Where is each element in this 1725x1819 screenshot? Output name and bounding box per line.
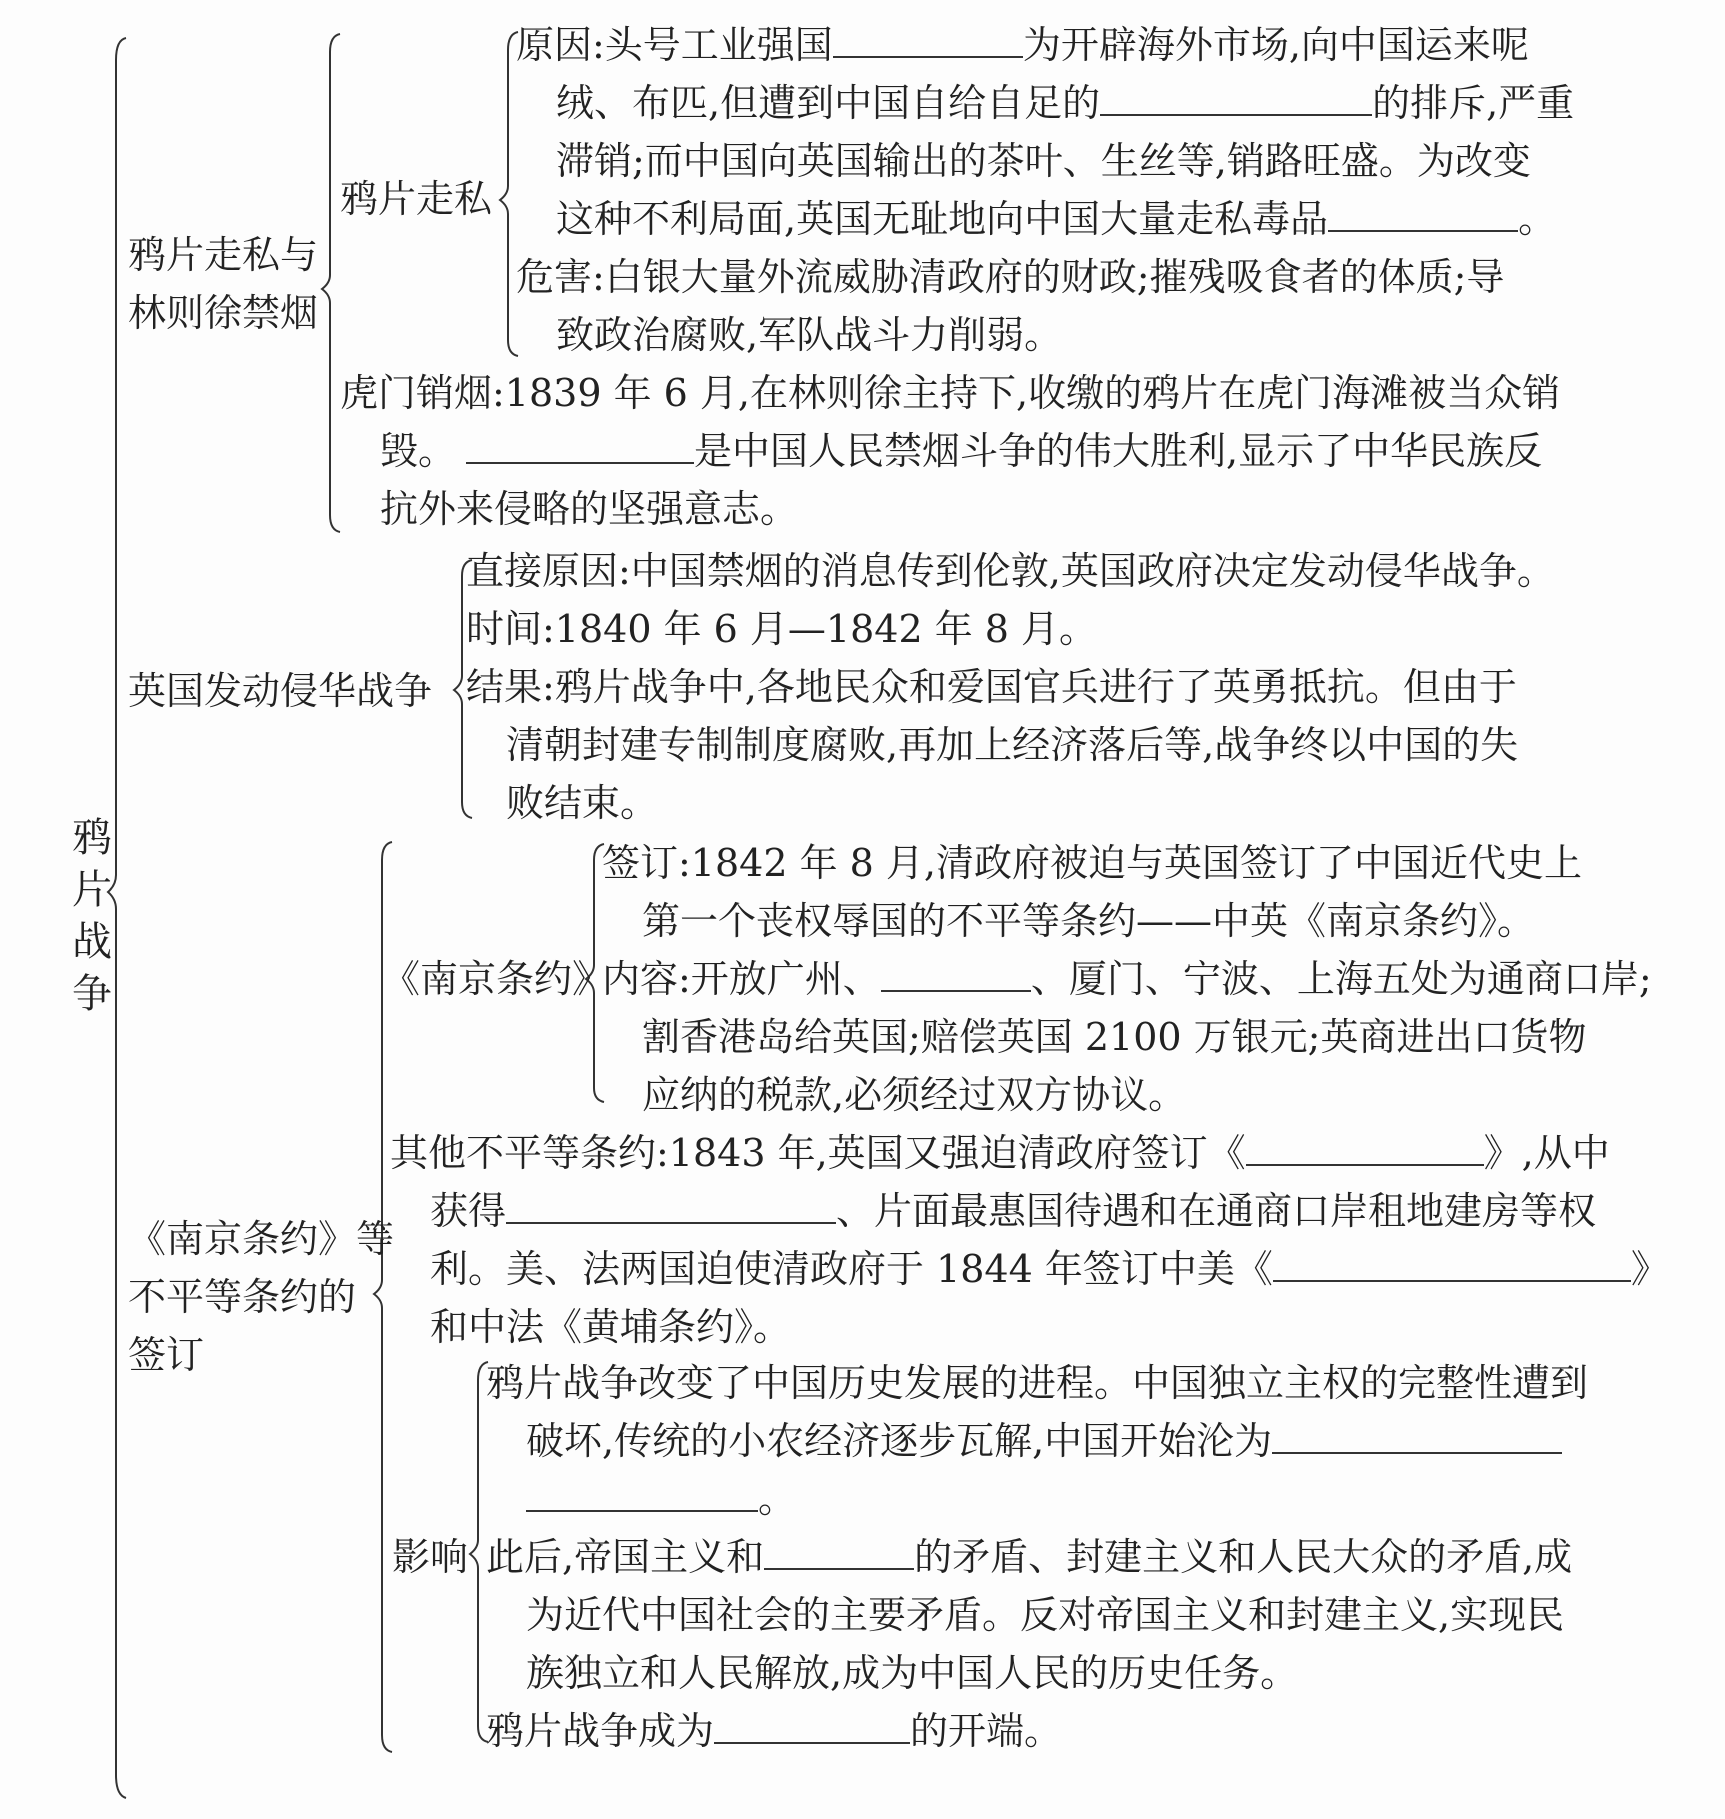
impact1-line-2: 破坏,传统的小农经济逐步瓦解,中国开始沦为 [526,1418,1562,1464]
blank-humen-treaty[interactable] [1246,1134,1484,1166]
other-line-1: 其他不平等条约:1843 年,英国又强迫清政府签订《 》,从中 [390,1131,1610,1175]
blank-chinese-nation[interactable] [764,1538,914,1570]
sec1-title-line1: 鸦片走私与 [128,233,319,277]
blank-humen[interactable] [466,432,694,464]
impact2-line-2: 为近代中国社会的主要矛盾。反对帝国主义和封建主义,实现民 [526,1593,1565,1637]
harm-line-2: 致政治腐败,军队战斗力削弱。 [556,313,1063,357]
cause-line-2: 绒、布匹,但遭到中国自给自足的 的排斥,严重 [556,81,1575,125]
cause-line-1: 原因:头号工业强国 为开辟海外市场,向中国运来呢 [516,23,1529,67]
harm-line-1: 危害:白银大量外流威胁清政府的财政;摧残吸食者的体质;导 [516,255,1505,299]
impact-label: 影响 [392,1535,469,1579]
impact2-line-3: 族独立和人民解放,成为中国人民的历史任务。 [526,1651,1299,1695]
other-line-4: 和中法《黄埔条约》。 [430,1305,792,1349]
sec1-title-line2: 林则徐禁烟 [128,291,319,335]
sec3-title-line2: 不平等条约的 [128,1275,357,1319]
sec3-title-line1: 《南京条约》等 [128,1217,395,1261]
blank-wangxia-treaty[interactable] [1273,1250,1631,1282]
sec2-title: 英国发动侵华战争 [128,669,433,713]
blank-port[interactable] [881,960,1031,992]
humen-line-2: 毁。 是中国人民禁烟斗争的伟大胜利,显示了中华民族反 [380,429,1543,473]
cause-line-4: 这种不利局面,英国无耻地向中国大量走私毒品 。 [556,197,1557,241]
blank-semi-colonial-1[interactable] [1272,1422,1562,1454]
impact2-line-1: 此后,帝国主义和 的矛盾、封建主义和人民大众的矛盾,成 [486,1535,1573,1579]
result-line-1: 结果:鸦片战争中,各地民众和爱国官兵进行了英勇抵抗。但由于 [466,665,1517,709]
sign-line-1: 签订:1842 年 8 月,清政府被迫与英国签订了中国近代史上 [602,841,1583,885]
content-line-2: 割香港岛给英国;赔偿英国 2100 万银元;英商进出口货物 [642,1015,1587,1059]
blank-natural-economy[interactable] [1100,84,1372,116]
opium-smuggling-label: 鸦片走私 [340,177,493,221]
impact1-line-1: 鸦片战争改变了中国历史发展的进程。中国独立主权的完整性遭到 [486,1361,1589,1405]
other-line-2: 获得 、片面最惠国待遇和在通商口岸租地建房等权 [430,1189,1597,1233]
humen-line-1: 虎门销烟:1839 年 6 月,在林则徐主持下,收缴的鸦片在虎门海滩被当众销 [340,371,1561,415]
war-time: 时间:1840 年 6 月—1842 年 8 月。 [466,607,1098,651]
content-line-3: 应纳的税款,必须经过双方协议。 [642,1073,1187,1117]
blank-opium[interactable] [1328,200,1518,232]
sec3-title-line3: 签订 [128,1333,205,1377]
cause-line-3: 滞销;而中国向英国输出的茶叶、生丝等,销路旺盛。为改变 [556,139,1531,183]
impact1-line-3: 。 [526,1476,796,1522]
root-title: 鸦片战争 [72,815,112,1017]
nanjing-treaty-label: 《南京条约》 [382,957,611,1001]
direct-cause: 直接原因:中国禁烟的消息传到伦敦,英国政府决定发动侵华战争。 [466,549,1555,593]
sign-line-2: 第一个丧权辱国的不平等条约——中英《南京条约》。 [642,899,1536,943]
result-line-2: 清朝封建专制制度腐败,再加上经济落后等,战争终以中国的失 [506,723,1519,767]
humen-line-3: 抗外来侵略的坚强意志。 [380,487,799,531]
blank-semi-colonial-2[interactable] [526,1480,758,1512]
other-line-3: 利。美、法两国迫使清政府于 1844 年签订中美《 》 [430,1247,1669,1291]
blank-extraterritoriality[interactable] [506,1192,836,1224]
content-line-1: 内容:开放广州、 、厦门、宁波、上海五处为通商口岸; [602,957,1652,1001]
impact3-line: 鸦片战争成为 的开端。 [486,1709,1063,1753]
result-line-3: 败结束。 [506,781,659,825]
blank-industrial-power[interactable] [833,26,1023,58]
blank-modern-history[interactable] [714,1712,910,1744]
